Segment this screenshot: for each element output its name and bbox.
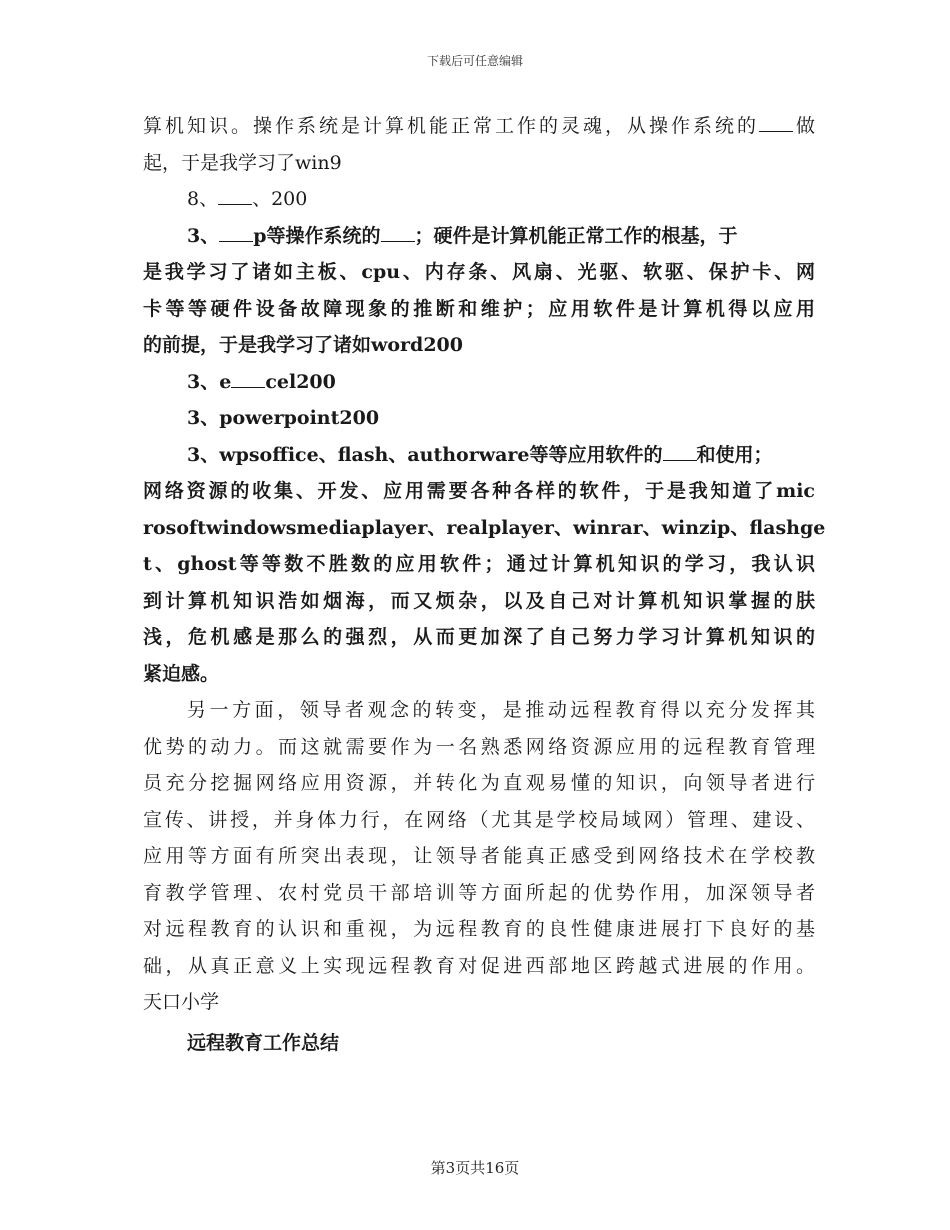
- text-segment: 算机知识。操作系统是计算机能正常工作的灵魂，从操作系统的: [143, 115, 759, 137]
- document-body: [143, 108, 826, 1061]
- text-line: 员充分挖掘网络应用资源，并转化为直观易懂的知识，向领导者进行: [143, 772, 815, 794]
- text-segment: 做: [792, 115, 815, 137]
- text-line: 到计算机知识浩如烟海，而又烦杂，以及自己对计算机知识掌握的肤: [143, 589, 815, 612]
- text-line: t、ghost等等数不胜数的应用软件；通过计算机知识的学习，我认识: [143, 553, 815, 575]
- fill-blank: [231, 386, 265, 388]
- text-segment: 3、e: [187, 370, 232, 393]
- text-line: 优势的动力。而这就需要作为一名熟悉网络资源应用的远程教育管理: [143, 735, 815, 758]
- text-segment: 3、wpsoffice、flash、authorware等等应用软件的: [187, 443, 663, 466]
- text-line: 是我学习了诸如主板、cpu、内存条、风扇、光驱、软驱、保护卡、网: [143, 261, 815, 283]
- section-heading: 远程教育工作总结: [187, 1031, 340, 1054]
- text-line: 卡等等硬件设备故障现象的推断和维护；应用软件是计算机得以应用: [143, 297, 815, 320]
- text-line: [143, 181, 815, 218]
- text-line: 应用等方面有所突出表现，让领导者能真正感受到网络技术在学校教: [143, 845, 815, 867]
- text-line: [143, 108, 815, 145]
- text-line: 育教学管理、农村党员干部培训等方面所起的优势作用，加深领导者: [143, 881, 815, 904]
- text-segment: 3、: [187, 224, 220, 247]
- fill-blank: [218, 203, 252, 205]
- text-line: [143, 364, 815, 401]
- text-line: 天口小学: [143, 991, 220, 1013]
- text-line: 起，于是我学习了win9: [143, 151, 342, 174]
- fill-blank: [663, 459, 697, 461]
- page-number: 第3页共16页: [430, 1159, 520, 1177]
- text-line: 3、powerpoint200: [187, 407, 380, 429]
- text-line: 对远程教育的认识和重视，为远程教育的良性健康进展打下良好的基: [143, 918, 815, 940]
- fill-blank: [759, 130, 793, 132]
- text-line: 浅，危机感是那么的强烈，从而更加深了自己努力学习计算机知识的: [143, 626, 815, 648]
- text-line: 另一方面，领导者观念的转变，是推动远程教育得以充分发挥其: [187, 699, 815, 721]
- text-segment: ；硬件是计算机能正常工作的根基，于: [414, 224, 738, 247]
- text-line: rosoftwindowsmediaplayer、realplayer、winrar、winzip、flashge: [143, 516, 826, 539]
- text-line: 的前提，于是我学习了诸如word200: [143, 334, 463, 356]
- text-line: 网络资源的收集、开发、应用需要各种各样的软件，于是我知道了mic: [143, 480, 815, 502]
- fill-blank: [219, 240, 253, 242]
- text-line: 础，从真正意义上实现远程教育对促进西部地区跨越式进展的作用。: [143, 954, 815, 977]
- text-segment: p等操作系统的: [253, 224, 381, 247]
- text-segment: 8、: [187, 188, 219, 210]
- text-line: 紧迫感。: [143, 662, 220, 685]
- text-line: 宣传、讲授，并身体力行，在网络（尤其是学校局域网）管理、建设、: [143, 808, 815, 831]
- text-segment: 、200: [252, 188, 308, 210]
- text-segment: cel200: [265, 370, 336, 393]
- fill-blank: [381, 240, 415, 242]
- text-line: [143, 437, 815, 474]
- text-line: [143, 218, 815, 255]
- page-header-note: 下载后可任意编辑: [426, 54, 523, 68]
- text-segment: 和使用；: [696, 443, 773, 466]
